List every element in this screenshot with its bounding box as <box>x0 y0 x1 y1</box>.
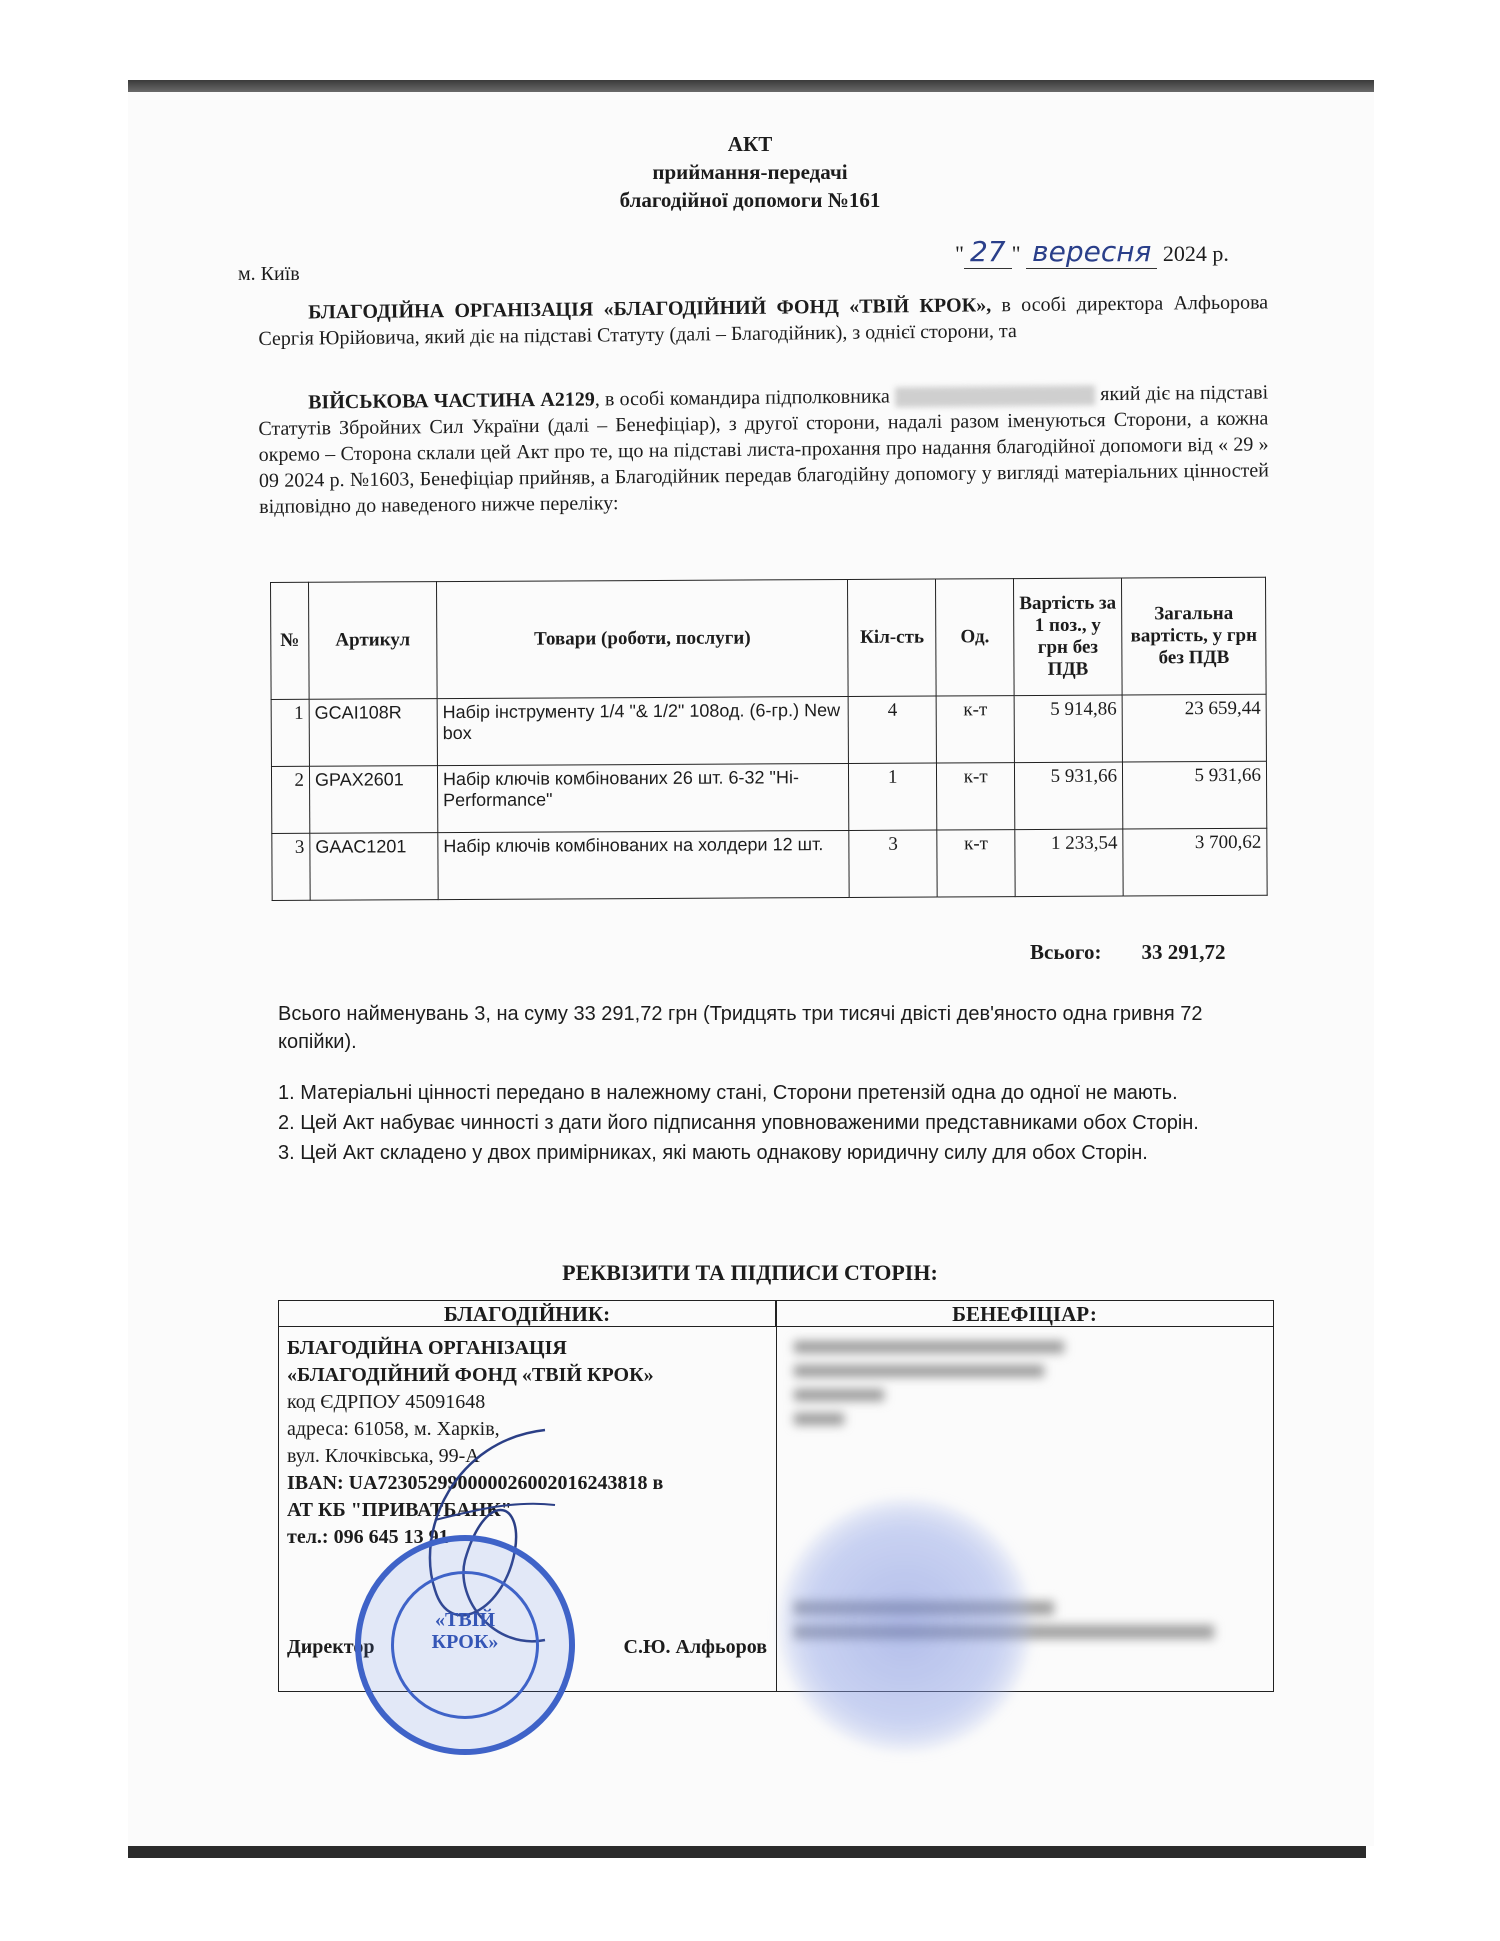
header-sku: Артикул <box>308 582 437 700</box>
cell-unit: к-т <box>937 763 1015 830</box>
clause-item: 2. Цей Акт набуває чинності з дати його підписання уповноваженими представниками обох Сторін. <box>278 1112 1199 1134</box>
date-year: 2024 р. <box>1162 241 1229 266</box>
cell-sku: GCAI108R <box>309 699 437 767</box>
beneficiary-unit-name: ВІЙСЬКОВА ЧАСТИНА А2129 <box>308 388 595 414</box>
parties-paragraph-donor <box>258 289 1268 352</box>
donor-iban: IBAN: UA723052990000026002016243818 в <box>287 1472 664 1494</box>
cell-unit-price: 5 931,66 <box>1015 762 1123 830</box>
donor-header: БЛАГОДІЙНИК: <box>279 1301 776 1327</box>
stamp-text-line1: «ТВІЙ <box>434 1609 496 1631</box>
director-label: Директор <box>287 1636 375 1658</box>
cell-qty: 3 <box>849 830 937 897</box>
grand-total-value: 33 291,72 <box>1141 940 1226 964</box>
clause-item: 3. Цей Акт складено у двох примірниках, які мають однакову юридичну силу для обох Сторін. <box>278 1142 1148 1164</box>
beneficiary-text-2: який діє на підставі Статутів Збройних Сил України (далі – Бенефіціар), з другої сторони, надалі разом іменуються Сторони, а кожна окремо – Сторона склали цей Акт про те, що на підставі листа-прохання про надання благодійної допомоги від « 29 » 09 2024 р. №1603, Бенефіціар прийняв, а Благодійник передав благодійну допомогу у вигляді матеріальних цінностей відповідно до наведеного нижче переліку: <box>258 381 1270 518</box>
cell-sku: GPAX2601 <box>309 766 437 834</box>
city: м. Київ <box>238 263 300 285</box>
redacted-beneficiary-stamp <box>780 1500 1030 1750</box>
clauses-list <box>278 1080 1273 1170</box>
date-close-quote: " <box>1011 241 1021 266</box>
header-qty: Кіл-сть <box>848 579 937 696</box>
header-goods: Товари (роботи, послуги) <box>436 579 848 698</box>
stamp-text <box>361 1609 569 1653</box>
donor-paragraph-text: в особі директора Алфьорова Сергія Юрійовича, який діє на підставі Статуту (далі – Благодійник), з однієї сторони, та <box>258 291 1269 350</box>
donor-org-line1: БЛАГОДІЙНА ОРГАНІЗАЦІЯ <box>287 1337 567 1359</box>
clause-item: 1. Матеріальні цінності передано в належному стані, Сторони претензій одна до одної не мають. <box>278 1082 1178 1104</box>
table-row <box>271 761 1266 833</box>
redacted-beneficiary-requisites <box>794 1341 1064 1441</box>
donor-org-line2: «БЛАГОДІЙНИЙ ФОНД «ТВІЙ КРОК» <box>287 1364 654 1386</box>
stamp-text-line2: КРОК» <box>431 1631 499 1653</box>
cell-number: 3 <box>272 833 310 900</box>
cell-goods: Набір інструменту 1/4 "& 1/2" 108од. (6-гр.) New box <box>437 696 849 765</box>
donor-edrpou: код ЄДРПОУ 45091648 <box>287 1391 486 1413</box>
sum-in-words: Всього найменувань 3, на суму 33 291,72 грн (Тридцять три тисячі двісті дев'яносто одна гривня 72 копійки). <box>278 1003 1203 1053</box>
donor-org-name: БЛАГОДІЙНА ОРГАНІЗАЦІЯ «БЛАГОДІЙНИЙ ФОНД «ТВІЙ КРОК», <box>308 294 992 324</box>
header-unit-price: Вартість за 1 поз., у грн без ПДВ <box>1014 578 1123 696</box>
header-total-price: Загальна вартість, у грн без ПДВ <box>1122 577 1267 695</box>
cell-qty: 4 <box>848 696 936 763</box>
cell-unit-price: 5 914,86 <box>1014 695 1122 763</box>
cell-unit: к-т <box>937 830 1015 897</box>
cell-number: 1 <box>271 699 309 766</box>
beneficiary-text-1: , в особі командира підполковника <box>594 385 890 411</box>
doc-date <box>955 235 1229 268</box>
cell-total-price: 5 931,66 <box>1123 761 1267 829</box>
cell-unit: к-т <box>936 696 1014 763</box>
grand-total-label: Всього: <box>1030 940 1102 964</box>
header-unit: Од. <box>936 579 1015 696</box>
donor-bank: АТ КБ "ПРИВАТБАНК" <box>287 1499 512 1521</box>
scan-top-edge <box>128 80 1374 92</box>
cell-unit-price: 1 233,54 <box>1015 829 1123 897</box>
donor-address-line2: вул. Клочківська, 99-А <box>287 1445 480 1467</box>
parties-paragraph-beneficiary <box>258 379 1269 520</box>
requisites-title: РЕКВІЗИТИ ТА ПІДПИСИ СТОРІН: <box>562 1260 938 1285</box>
cell-sku: GAAC1201 <box>310 833 438 901</box>
director-name: С.Ю. Алфьоров <box>623 1636 767 1658</box>
cell-total-price: 3 700,62 <box>1123 828 1267 896</box>
doc-title: АКТ <box>727 132 773 156</box>
goods-table <box>270 577 1268 901</box>
doc-subtitle-number: благодійної допомоги №161 <box>619 188 881 212</box>
table-row <box>271 694 1266 766</box>
cell-number: 2 <box>271 766 309 833</box>
header-number: № <box>271 582 310 699</box>
cell-goods: Набір ключів комбінованих на холдери 12 шт. <box>438 830 850 899</box>
donor-address-line1: адреса: 61058, м. Харків, <box>287 1418 500 1440</box>
cell-goods: Набір ключів комбінованих 26 шт. 6-32 "Hi-Performance" <box>437 763 849 832</box>
scan-bottom-edge <box>128 1846 1366 1858</box>
table-row <box>272 828 1267 900</box>
cell-total-price: 23 659,44 <box>1122 694 1266 762</box>
beneficiary-header: БЕНЕФІЦІАР: <box>776 1301 1273 1327</box>
doc-subtitle: приймання-передачі <box>652 160 848 184</box>
donor-stamp <box>355 1535 575 1755</box>
grand-total <box>1030 940 1225 965</box>
table-header-row <box>271 577 1267 699</box>
date-month: вересня <box>1026 235 1157 269</box>
cell-qty: 1 <box>849 763 937 830</box>
date-open-quote: " <box>955 241 964 266</box>
donor-phone: тел.: 096 645 13 91 <box>287 1526 449 1548</box>
date-day: 27 <box>964 235 1012 269</box>
redacted-commander-name <box>895 386 1095 408</box>
